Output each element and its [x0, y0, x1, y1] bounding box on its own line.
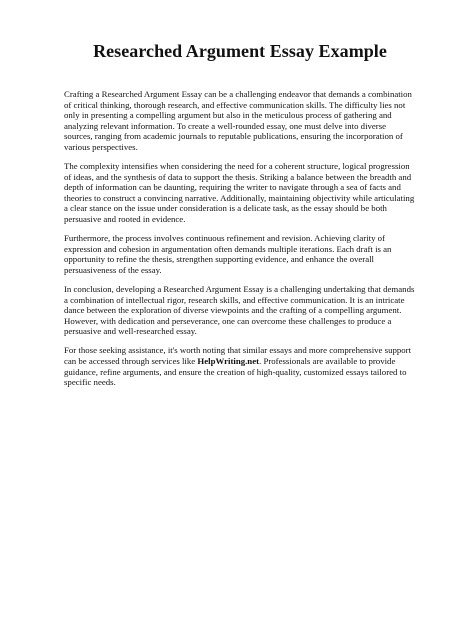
paragraph-revision: Furthermore, the process involves continuous refinement and revision. Achieving clarity of expression and cohesion in argumentation often demands multiple iterations. Each draft is an opportunity to refine the thesis, strengthen supporting evidence, and enhance the overall persuasiveness of the essay.: [64, 233, 392, 275]
paragraph-conclusion: In conclusion, developing a Researched Argument Essay is a challenging undertaking that demands a combination of intellectual rigor, research skills, and effective communication. It is an intricate dance between the exploration of diverse viewpoints and the crafting of a compelling argument. However, with dedication and perseverance, one can overcome these challenges to produce a persuasive and well-researched essay.: [64, 284, 415, 337]
closing-text-end: . Professionals are available to provide guidance, refine arguments, and ensure the creation of high-quality, customized essays tailored to specific needs.: [64, 356, 407, 388]
paragraph-intro: Crafting a Researched Argument Essay can be a challenging endeavor that demands a combination of critical thinking, thorough research, and effective communication skills. The difficulty lies not only in presenting a compelling argument but also in the meticulous process of gathering and analyzing relevant information. To create a well-rounded essay, one must delve into diverse sources, ranging from academic journals to reputable publications, ensuring the incorporation of various perspectives.: [64, 89, 412, 152]
closing-text-start: For those seeking assistance, it's worth noting that similar essays and more comprehensive support can be accessed through services like: [64, 345, 412, 367]
document-title: Researched Argument Essay Example: [93, 41, 387, 61]
paragraph-complexity: The complexity intensifies when considering the need for a coherent structure, logical progression of ideas, and the synthesis of data to support the thesis. Striking a balance between the breadth and depth of information can be daunting, requiring the writer to navigate through a sea of facts and theories to construct a convincing narrative. Additionally, maintaining objectivity while articulating a clear stance on the issue under consideration is a delicate task, as the essay should be both persuasive and rooted in evidence.: [64, 161, 415, 225]
service-link[interactable]: HelpWriting.net: [197, 356, 260, 367]
paragraph-closing: [64, 345, 416, 387]
